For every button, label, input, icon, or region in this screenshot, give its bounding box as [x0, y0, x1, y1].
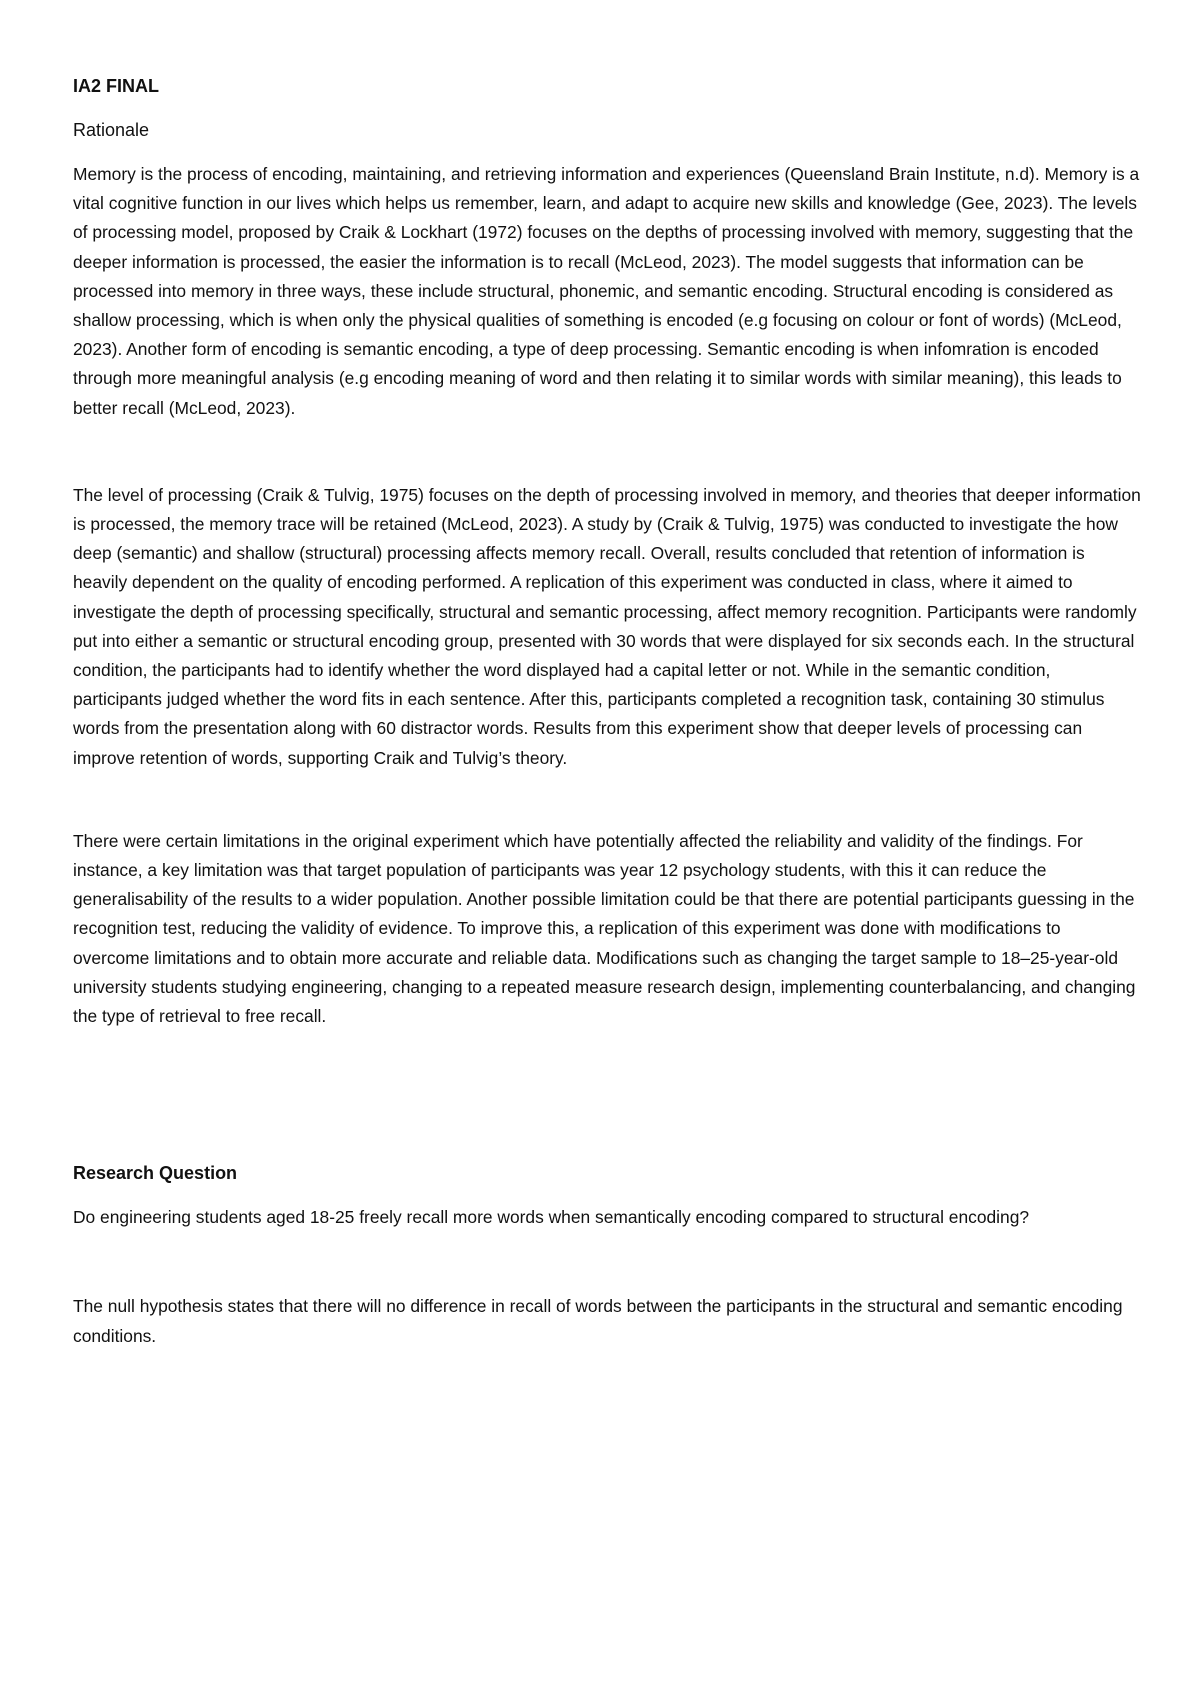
research-question-text: Do engineering students aged 18-25 freely recall more words when semantically encoding compared to structural encoding?	[73, 1207, 1030, 1228]
paragraph-spacer	[73, 1232, 1141, 1292]
paragraph-spacer	[73, 1031, 1141, 1161]
rationale-paragraph-1: Memory is the process of encoding, maintaining, and retrieving information and experiences (Queensland Brain Institute, n.d). Memory is a vital cognitive function in our lives which helps us remember, learn, and adapt to acquire new skills and knowledge (Gee, 2023). The levels of processing model, proposed by Craik & Lockhart (1972) focuses on the depths of processing involved with memory, suggesting that the deeper information is processed, the easier the information is to recall (McLeod, 2023). The model suggests that information can be processed into memory in three ways, these include structural, phonemic, and semantic encoding. Structural encoding is considered as shallow processing, which is when only the physical qualities of something is encoded (e.g focusing on colour or font of words) (McLeod, 2023). Another form of encoding is semantic encoding, a type of deep processing. Semantic encoding is when infomration is encoded through more meaningful analysis (e.g encoding meaning of word and then relating it to similar words with similar meaning), this leads to better recall (McLeod, 2023).	[73, 164, 1140, 418]
rationale-label: Rationale	[73, 120, 150, 140]
rationale-paragraph-2: The level of processing (Craik & Tulvig, 1975) focuses on the depth of processing involved in memory, and theories that deeper information is processed, the memory trace will be retained (McLeod, 2023). A study by (Craik & Tulvig, 1975) was conducted to investigate the how deep (semantic) and shallow (structural) processing affects memory recall. Overall, results concluded that retention of information is heavily dependent on the quality of encoding performed. A replication of this experiment was conducted in class, where it aimed to investigate the depth of processing specifically, structural and semantic processing, affect memory recognition. Participants were randomly put into either a semantic or structural encoding group, presented with 30 words that were displayed for six seconds each. In the structural condition, the participants had to identify whether the word displayed had a capital letter or not. While in the semantic condition, participants judged whether the word fits in each sentence. After this, participants completed a recognition task, containing 30 stimulus words from the presentation along with 60 distractor words. Results from this experiment show that deeper levels of processing can improve retention of words, supporting Craik and Tulvig’s theory.	[73, 484, 1141, 768]
document-title: IA2 FINAL	[73, 76, 160, 96]
rationale-paragraph-3: There were certain limitations in the original experiment which have potentially affected the reliability and validity of the findings. For instance, a key limitation was that target population of participants was year 12 psychology students, with this it can reduce the generalisability of the results to a wider population. Another possible limitation could be that there are potential participants guessing in the recognition test, reducing the validity of evidence. To improve this, a replication of this experiment was done with modifications to overcome limitations and to obtain more accurate and reliable data. Modifications such as changing the target sample to 18–25-year-old university students studying engineering, changing to a repeated measure research design, implementing counterbalancing, and changing the type of retrieval to free recall.	[73, 830, 1136, 1027]
paragraph-spacer	[73, 773, 1141, 827]
null-hypothesis-text: The null hypothesis states that there will no difference in recall of words between the participants in the structural and semantic encoding conditions.	[73, 1296, 1123, 1346]
research-question-heading: Research Question	[73, 1163, 238, 1184]
document-body	[73, 74, 1141, 1351]
paragraph-spacer	[73, 423, 1141, 481]
